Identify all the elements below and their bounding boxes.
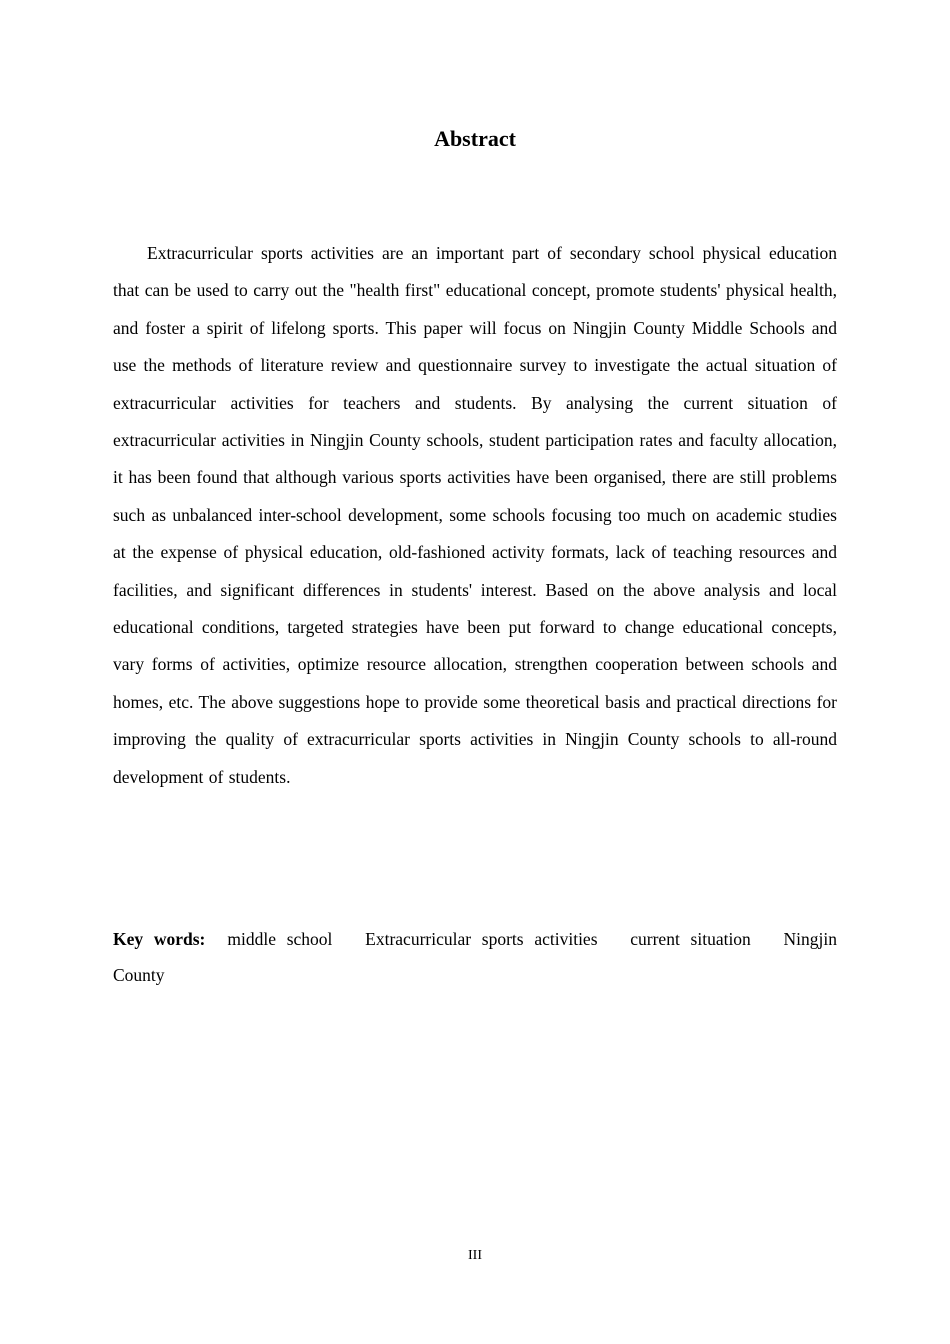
keyword-term: middle school xyxy=(227,929,333,949)
page-number: III xyxy=(468,1248,482,1263)
keywords-label: Key words: xyxy=(113,929,206,949)
abstract-body: Extracurricular sports activities are an important part of secondary school physical education that can be used to carry out the "health first" educational concept, promote students' physical health, and foster a spirit of lifelong sports. This paper will focus on Ningjin County Middle Schools and use the methods of literature review and questionnaire survey to investigate the actual situation of extracurricular activities for teachers and students. By analysing the current situation of extracurricular activities in Ningjin County schools, student participation rates and faculty allocation, it has been found that although various sports activities have been organised, there are still problems such as unbalanced inter-school development, some schools focusing too much on academic studies at the expense of physical education, old-fashioned activity formats, lack of teaching resources and facilities, and significant differences in students' interest. Based on the above analysis and local educational conditions, targeted strategies have been put forward to change educational concepts, vary forms of activities, optimize resource allocation, strengthen cooperation between schools and homes, etc. The above suggestions hope to provide some theoretical basis and practical directions for improving the quality of extracurricular sports activities in Ningjin County schools to all-round development of students. xyxy=(113,243,837,787)
keyword-term: current situation xyxy=(630,929,751,949)
abstract-title: Abstract xyxy=(434,126,516,151)
keywords-line xyxy=(113,921,837,993)
keyword-term: Ningjin County xyxy=(113,929,838,985)
keyword-term: Extracurricular sports activities xyxy=(365,929,598,949)
